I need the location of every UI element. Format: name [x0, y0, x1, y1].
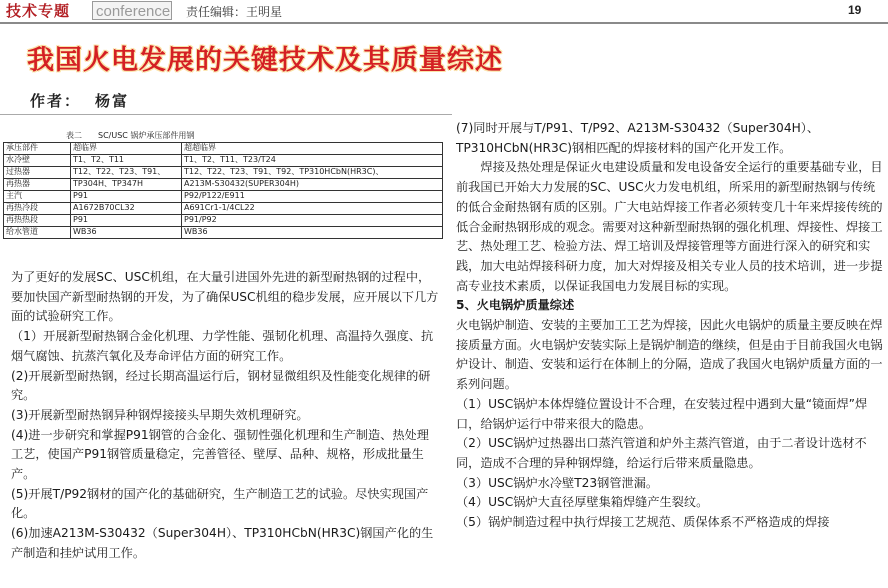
page-number: 19 — [848, 3, 862, 17]
table-row — [4, 155, 443, 167]
table-header-cell: 超超临界 — [182, 143, 443, 155]
table-cell: T12、T22、T23、T91、 — [71, 167, 182, 179]
table-row — [4, 179, 443, 191]
author-name: 杨富 — [95, 92, 130, 110]
section-label: 技术专题 — [6, 2, 71, 20]
table-cell: P91 — [71, 191, 182, 203]
paragraph: (7)同时开展与T/P91、T/P92、A213M-S30432（Super304H）、TP310HCbN(HR3C)钢相匹配的焊接材料的国产化开发工作。 — [456, 121, 820, 155]
section-heading: 5、火电锅炉质量综述 — [456, 298, 575, 313]
table-cell: A691Cr1-1/4CL22 — [182, 203, 443, 215]
header-divider — [0, 22, 888, 24]
table-header-cell: 超临界 — [71, 143, 182, 155]
table-cell: P91/P92 — [182, 215, 443, 227]
paragraph: 焊接及热处理是保证火电建设质量和发电设备安全运行的重要基础专业，目前我国已开始大力发展的SC、USC火力发电机组，所采用的新型耐热钢与传统的低合金耐热钢有质的区别。广大电站焊接工作者必须转变几十年来焊接传统的低合金耐热钢形成的观念。需要对这种新型耐热钢的强化机理、焊接性、焊接工艺、热处理工艺、检验方法、焊工培训及焊接管理等方面进行深入的研究和实践，加大电站焊接科研力度，加大对焊接及相关专业人员的技术培训，进一步提高专业技术素质，以保证我国电力发展目标的实现。 — [456, 160, 883, 293]
list-item: （1）USC锅炉本体焊缝位置设计不合理，在安装过程中遇到大量“镜面焊”焊口，给锅炉运行中带来很大的隐患。 — [456, 396, 868, 431]
list-item: （2）USC锅炉过热器出口蒸汽管道和炉外主蒸汽管道，由于二者设计选材不同，造成不合理的异种钢焊缝，给运行后带来质量隐患。 — [456, 436, 867, 470]
table-cell: TP304H、TP347H — [71, 179, 182, 191]
table-row — [4, 203, 443, 215]
article-title: 我国火电发展的关键技术及其质量综述 — [27, 45, 503, 76]
table-cell: T1、T2、T11 — [71, 155, 182, 167]
table-cell: A213M-S30432(SUPER304H) — [182, 179, 443, 191]
list-item: （5）锅炉制造过程中执行焊接工艺规范、质保体系不严格造成的焊接 — [456, 515, 830, 530]
table-cell: T12、T22、T23、T91、T92、TP310HCbN(HR3C)、 — [182, 167, 443, 179]
author-label: 作者： — [30, 92, 82, 110]
table-cell: 过热器 — [4, 167, 71, 179]
table-cell: 再热冷段 — [4, 203, 71, 215]
table-row — [4, 227, 443, 239]
paragraph: (6)加速A213M-S30432（Super304H）、TP310HCbN(HR3C)钢国产化的生产制造和挂炉试用工作。 — [11, 526, 434, 560]
right-column — [456, 119, 886, 533]
paragraph: 为了更好的发展SC、USC机组，在大量引进国外先进的新型耐热钢的过程中，要加快国产新型耐热钢的开发，为了确保USC机组的稳步发展，应开展以下几方面的试验研究工作。 — [11, 270, 439, 324]
list-item: （3）USC锅炉水冷壁T23钢管泄漏。 — [456, 475, 659, 490]
table-cell: 再热热段 — [4, 215, 71, 227]
table-cell: A1672B70CL32 — [71, 203, 182, 215]
paragraph: （1）开展新型耐热钢合金化机理、力学性能、强韧化机理、高温持久强度、抗烟气腐蚀、抗蒸汽氧化及寿命评估方面的研究工作。 — [11, 329, 434, 363]
author-line — [30, 90, 143, 111]
table-cell: WB36 — [182, 227, 443, 239]
paragraph: (2)开展新型耐热钢，经过长期高温运行后，钢材显微组织及性能变化规律的研究。 — [11, 368, 431, 403]
conference-label: conference — [92, 1, 172, 20]
table-header-row — [4, 143, 443, 155]
table-cell: P91 — [71, 215, 182, 227]
paragraph: 火电锅炉制造、安装的主要加工工艺为焊接，因此火电锅炉的质量主要反映在焊接质量方面。火电锅炉安装实际上是锅炉制造的继续，但是由于目前我国火电锅炉设计、制造、安装和运行在体制上的分隔，造成了我国火电锅炉质量方面的一系列问题。 — [456, 318, 883, 392]
steel-table — [3, 142, 443, 239]
paragraph: (4)进一步研究和掌握P91钢管的合金化、强韧性强化机理和生产制造、热处理工艺，使国产P91钢管质量稳定，完善管径、壁厚、品种、规格，形成批量生产。 — [11, 427, 429, 482]
left-column — [11, 268, 441, 564]
table-cell: 再热器 — [4, 179, 71, 191]
table-cell: WB36 — [71, 227, 182, 239]
paragraph: (5)开展T/P92钢材的国产化的基础研究，生产制造工艺的试验。尽快实现国产化。 — [11, 486, 429, 521]
paragraph: (3)开展新型耐热钢异种钢焊接接头早期失效机理研究。 — [11, 407, 309, 422]
table-cell: 水冷壁 — [4, 155, 71, 167]
page-header — [0, 0, 888, 22]
table-row — [4, 167, 443, 179]
table-row — [4, 215, 443, 227]
table-cell: 给水管道 — [4, 227, 71, 239]
editor-credit: 责任编辑：王明星 — [186, 5, 283, 19]
list-item: （4）USC锅炉大直径厚壁集箱焊缝产生裂纹。 — [456, 495, 709, 510]
table-cell: P92/P122/E911 — [182, 191, 443, 203]
table-cell: 主汽 — [4, 191, 71, 203]
table-header-cell: 承压部件 — [4, 143, 71, 155]
table-caption: 表二 SC/USC 锅炉承压部件用钢 — [66, 131, 195, 140]
table-row — [4, 191, 443, 203]
table-cell: T1、T2、T11、T23/T24 — [182, 155, 443, 167]
title-divider — [0, 114, 452, 115]
